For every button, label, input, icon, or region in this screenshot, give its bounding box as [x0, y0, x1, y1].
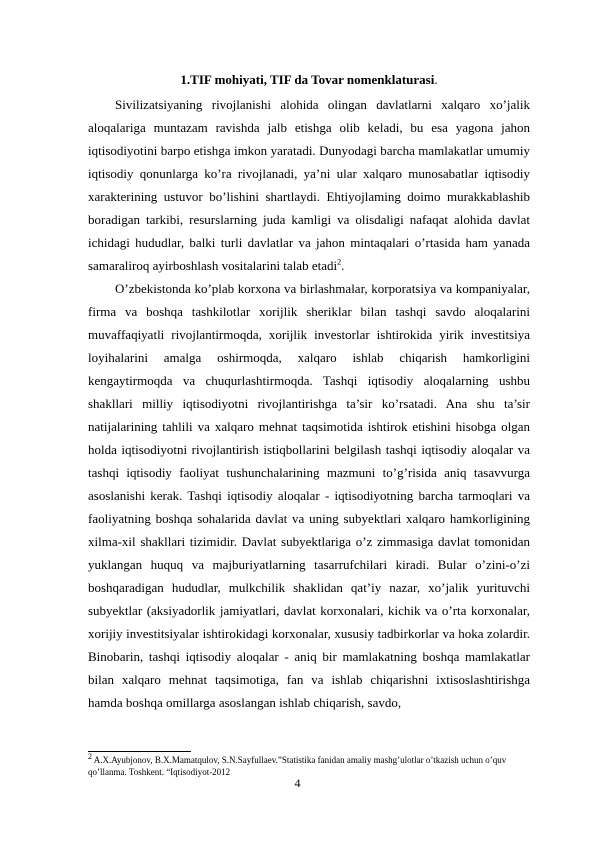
- body-text: [88, 93, 530, 714]
- paragraph-2: [88, 277, 530, 714]
- page-number: 4: [294, 776, 301, 790]
- section-heading: [88, 72, 530, 88]
- paragraph-1-text: Sivilizatsiyaning rivojlanishi alohida olingan davlatlarni xalqaro xo’jalik aloqalariga muntazam ravishda jalb etishga olib keladi, bu esa yagona jahon iqtisodiyotini barpo etishga imkon yaratadi. Dunyodagi barcha mamlakatlar umumiy iqtisodiy qonunlarga ko’ra rivojlanadi, ya’ni ular xalqaro munosabatlar iqtisodiy xarakterining ustuvor bo’lishini shartlaydi. Ehtiyojlaming doimo murakkablashib boradigan tarkibi, resurslarning juda kamligi va olisdaligi nafaqat alohida davlat ichidagi hududlar, balki turli davlatlar va jahon mintaqalari o’rtasida ham yanada samaraliroq ayirboshlash vositalarini talab etadi: [88, 97, 530, 273]
- footnote: [88, 754, 530, 778]
- footnote-text: A.X.Ayubjonov, B.X.Mamatqulov, S.N.Sayfullaev.”Statistika fanidan amaliy mashg’ulotlar o’tkazish uchun o’quv qo’llanma. Toshkent. “Iqtisodiyot-2012: [88, 755, 507, 777]
- section-heading-period: .: [434, 72, 438, 87]
- paragraph-1: [88, 93, 530, 277]
- paragraph-2-text: O’zbekistonda ko’plab korxona va birlashmalar, korporatsiya va kompaniyalar, firma va boshqa tashkilotlar xorijlik sheriklar bilan tashqi savdo aloqalarini muvaffaqiyatli rivojlantirmoqda, xorijlik investorlar ishtirokida yirik investitsiya loyihalarini amalga oshirmoqda, xalqaro ishlab chiqarish hamkorligini kengaytirmoqda va chuqurlashtirmoqda. Tashqi iqtisodiy aloqalarning ushbu shakllari milliy iqtisodiyotni rivojlantirishga ta’sir ko’rsatadi. Ana shu ta’sir natijalarining tahlili va xalqaro mehnat taqsimotida ishtirok etishini hisobga olgan holda iqtisodiyotni rivojlantirish istiqbollarini belgilash tashqi iqtisodiy aloqalar va tashqi iqtisodiy faoliyat tushunchalarining mazmuni to’g’risida aniq tasavvurga asoslanishi kerak. Tashqi iqtisodiy aloqalar - iqtisodiyotning barcha tarmoqlari va faoliyatning boshqa sohalarida davlat va uning subyektlari xalqaro hamkorligining xilma-xil shakllari tizimidir. Davlat subyektlariga o’z zimmasiga davlat tomonidan yuklangan huquq va majburiyatlarning tasarrufchilari kiradi. Bular o’zini-o’zi boshqaradigan hududlar, mulkchilik shaklidan qat’iy nazar, xo’jalik yurituvchi subyektlar (aksiyadorlik jamiyatlari, davlat korxonalari, kichik va o’rta korxonalar, xorijiy investitsiyalar ishtirokidagi korxonalar, xususiy tadbirkorlar va hoka zolardir. Binobarin, tashqi iqtisodiy aloqalar - aniq bir mamlakatning boshqa mamlakatlar bilan xalqaro mehnat taqsimotiga, fan va ishlab chiqarishni ixtisoslashtirishga hamda boshqa omillarga asoslangan ishlab chiqarish, savdo,: [88, 281, 530, 710]
- section-heading-title: 1.TIF mohiyati, TIF da Tovar nomenklaturasi: [180, 72, 435, 87]
- paragraph-1-end: .: [341, 258, 345, 273]
- footnote-separator: [88, 751, 191, 752]
- footnote-number: 2: [88, 752, 92, 761]
- footnote-reference[interactable]: 2: [337, 257, 342, 267]
